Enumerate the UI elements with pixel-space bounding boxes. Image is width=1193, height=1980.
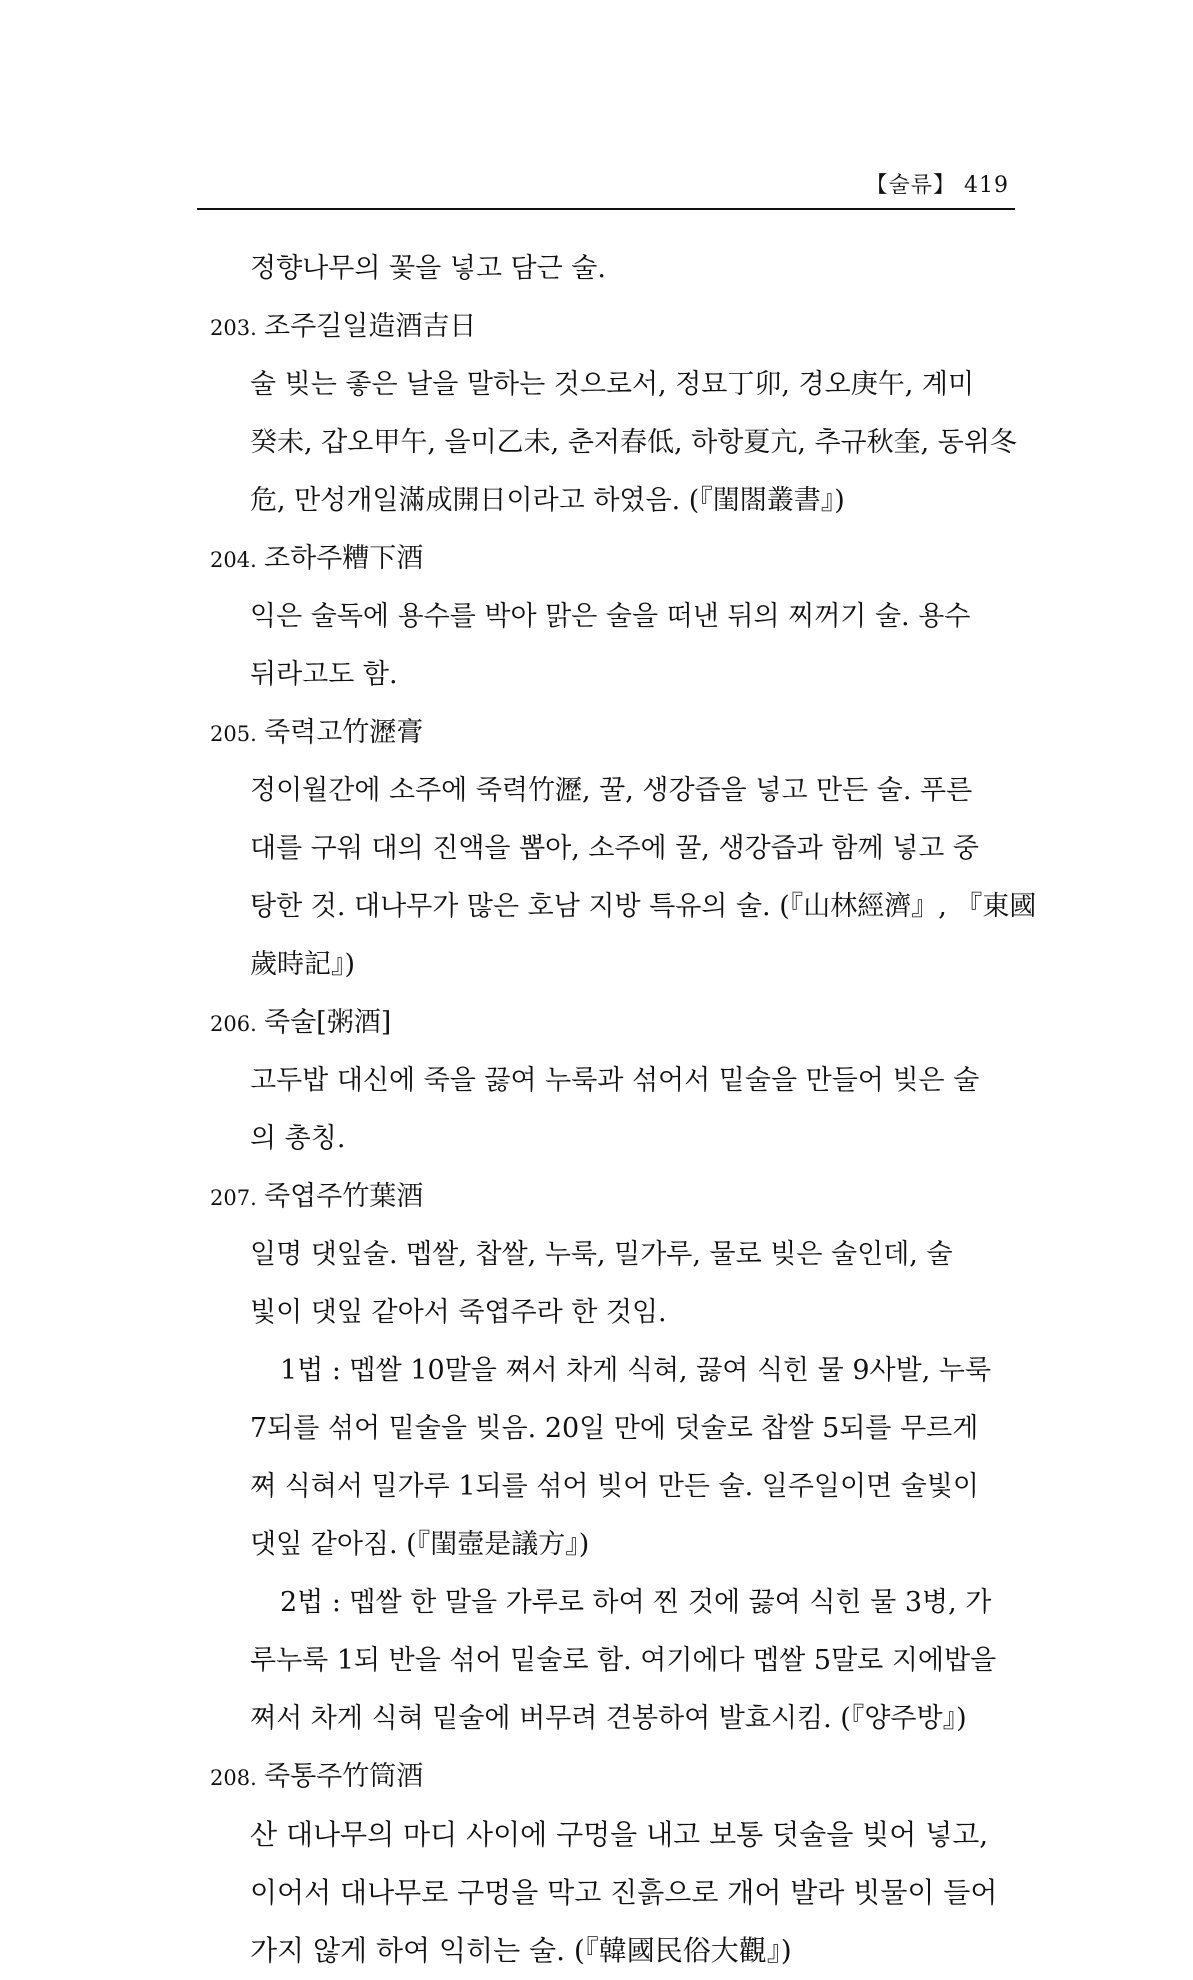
entry-number: 207. <box>210 1186 257 1210</box>
body-text-line: 7되를 섞어 밑술을 빚음. 20일 만에 덧술로 찹쌀 5되를 무르게 <box>250 1413 979 1444</box>
body-text-line: 정향나무의 꽃을 넣고 담근 술. <box>250 253 606 284</box>
body-text-line: 危, 만성개일滿成開日이라고 하였음. (『閨閤叢書』) <box>250 485 845 516</box>
entry-heading <box>210 298 1018 356</box>
body-text-line: 의 총칭. <box>250 1123 346 1154</box>
body-text-line: 고두밥 대신에 죽을 끓여 누룩과 섞어서 밑술을 만들어 빚은 술 <box>250 1065 980 1096</box>
body-text-line: 정이월간에 소주에 죽력竹瀝, 꿀, 생강즙을 넣고 만든 술. 푸른 <box>250 775 973 806</box>
entry-number: 208. <box>210 1766 257 1790</box>
body-text-line: 익은 술독에 용수를 박아 맑은 술을 떠낸 뒤의 찌꺼기 술. 용수 <box>250 601 971 632</box>
entry-number: 204. <box>210 548 257 572</box>
running-header <box>197 160 1015 210</box>
body-text-line: 쪄 식혀서 밀가루 1되를 섞어 빚어 만든 술. 일주일이면 술빛이 <box>250 1471 979 1502</box>
entry-title: 조주길일造酒吉日 <box>264 311 477 342</box>
header-section-page: 【술류】 419 <box>865 173 1009 198</box>
body-text-line: 댓잎 같아짐. (『閨壼是議方』) <box>250 1529 590 1560</box>
entry-title: 죽엽주竹葉酒 <box>264 1181 424 1212</box>
entry-heading <box>210 530 1018 588</box>
entry-heading <box>210 704 1018 762</box>
body-text-line: 일명 댓잎술. 멥쌀, 찹쌀, 누룩, 밀가루, 물로 빚은 술인데, 술 <box>250 1239 953 1270</box>
body-text-line: 歲時記』) <box>250 949 356 980</box>
entry-heading <box>210 994 1018 1052</box>
method-paragraph-line: 1법 : 멥쌀 10말을 쪄서 차게 식혀, 끓여 식힌 물 9사발, 누룩 <box>280 1355 992 1386</box>
body-text-line: 뒤라고도 함. <box>250 659 398 690</box>
body-text-line: 탕한 것. 대나무가 많은 호남 지방 특유의 술. (『山林經濟』, 『東國 <box>250 891 1037 922</box>
entry-number: 203. <box>210 316 257 340</box>
entry-title: 죽통주竹筒酒 <box>264 1761 424 1792</box>
entry-title: 조하주糟下酒 <box>264 543 424 574</box>
entry-number: 206. <box>210 1012 257 1036</box>
page-body <box>210 240 1037 1980</box>
body-text-line: 쪄서 차게 식혀 밑술에 버무려 견봉하여 발효시킴. (『양주방』) <box>250 1703 967 1734</box>
body-text-line: 가지 않게 하여 익히는 술. (『韓國民俗大觀』) <box>250 1934 792 1967</box>
body-text-line: 빛이 댓잎 같아서 죽엽주라 한 것임. <box>250 1297 667 1328</box>
method-paragraph-line: 2법 : 멥쌀 한 말을 가루로 하여 찐 것에 끓여 식힌 물 3병, 가 <box>280 1587 992 1618</box>
body-text-line: 癸未, 갑오甲午, 을미乙未, 춘저春低, 하항夏亢, 추규秋奎, 동위冬 <box>250 427 1017 458</box>
entry-title: 죽력고竹瀝膏 <box>264 717 424 748</box>
entry-number: 205. <box>210 722 257 746</box>
entry-heading <box>210 1748 1018 1806</box>
entry-title: 죽술[粥酒] <box>264 1007 392 1038</box>
body-text-line: 산 대나무의 마디 사이에 구멍을 내고 보통 덧술을 빚어 넣고, <box>250 1818 989 1851</box>
body-text-line: 루누룩 1되 반을 섞어 밑술로 함. 여기에다 멥쌀 5말로 지에밥을 <box>250 1645 997 1676</box>
body-text-line: 대를 구워 대의 진액을 뽑아, 소주에 꿀, 생강즙과 함께 넣고 중 <box>250 833 979 864</box>
entry-heading <box>210 1168 1018 1226</box>
header-rule <box>197 208 1015 210</box>
body-text-line: 이어서 대나무로 구멍을 막고 진흙으로 개어 발라 빗물이 들어 <box>250 1876 998 1909</box>
body-text-line: 술 빚는 좋은 날을 말하는 것으로서, 정묘丁卯, 경오庚午, 계미 <box>250 369 975 400</box>
